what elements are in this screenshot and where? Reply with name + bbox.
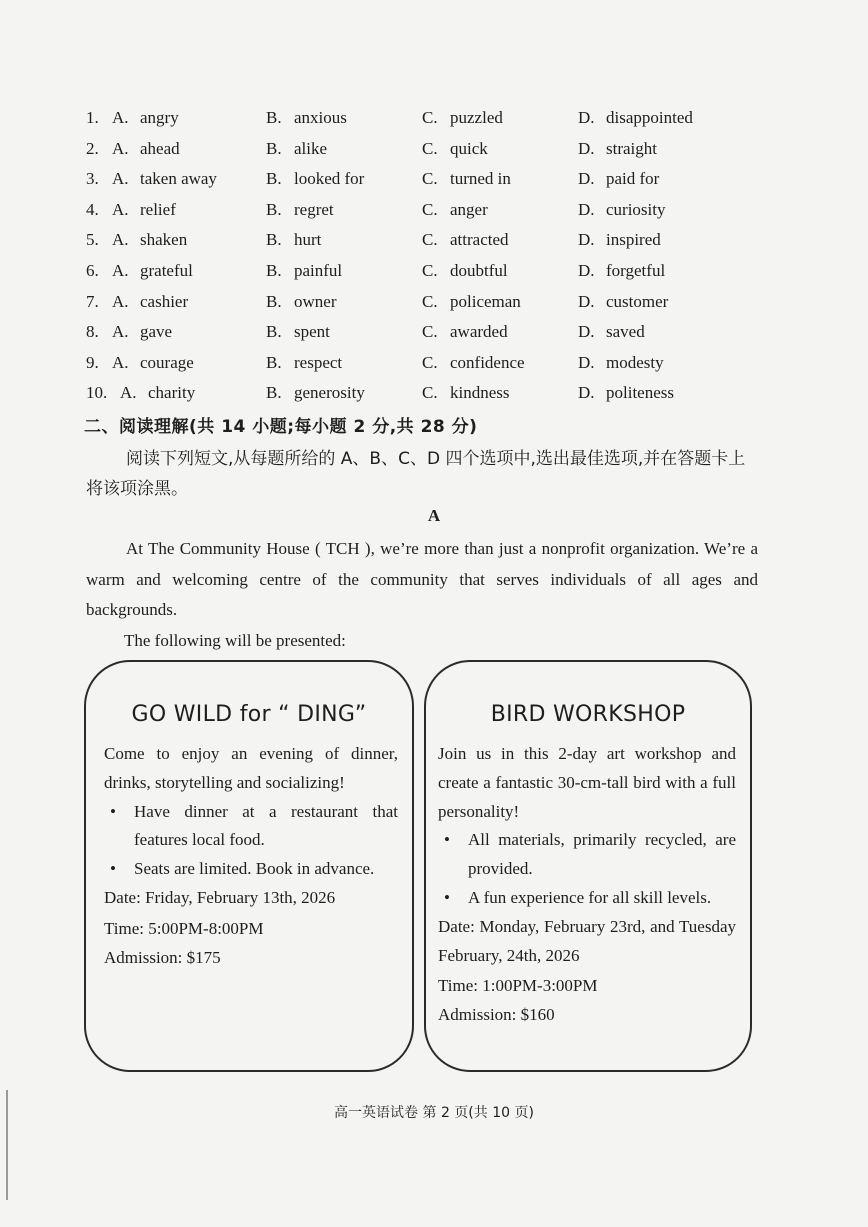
- card-date: Date: Monday, February 23rd, and Tuesday February, 24th, 2026: [438, 916, 736, 965]
- option-b: [266, 348, 342, 378]
- card-intro: Come to enjoy an evening of dinner, drinks, storytelling and socializing!: [104, 744, 398, 792]
- option-text: forgetful: [606, 260, 666, 280]
- option-letter: C.: [422, 322, 438, 342]
- option-letter: C.: [422, 169, 438, 189]
- option-d: [578, 164, 659, 194]
- option-letter: D.: [578, 108, 595, 127]
- option-text: quick: [450, 138, 488, 158]
- option-letter: B.: [266, 138, 282, 158]
- option-b: [266, 225, 321, 255]
- option-letter: C.: [422, 352, 438, 372]
- option-text: hurt: [294, 230, 322, 250]
- option-a: [86, 287, 188, 317]
- option-d: [578, 378, 674, 408]
- card-body: [438, 740, 736, 1030]
- question-number: 9.: [86, 352, 99, 372]
- card-admission: Admission: $175: [104, 947, 221, 967]
- question-row: [86, 287, 746, 318]
- option-b: [266, 317, 330, 347]
- option-letter: C.: [422, 108, 438, 127]
- bullet-icon: •: [444, 830, 450, 850]
- bullet-text: All materials, primarily recycled, are provided.: [468, 830, 736, 879]
- question-number: 5.: [86, 230, 99, 250]
- option-letter: D.: [578, 352, 595, 372]
- option-text: straight: [606, 138, 657, 158]
- option-letter: C.: [422, 138, 438, 158]
- option-text: customer: [606, 291, 669, 311]
- option-d: [578, 287, 668, 317]
- option-d: [578, 348, 664, 378]
- card-time: Time: 5:00PM-8:00PM: [104, 918, 264, 938]
- option-a: [86, 348, 194, 378]
- option-text: attracted: [450, 230, 509, 250]
- bullet-text: Seats are limited. Book in advance.: [134, 859, 375, 879]
- option-letter: D.: [578, 291, 595, 311]
- option-letter: D.: [578, 169, 595, 189]
- section-instruction: 阅读下列短文,从每题所给的 A、B、C、D 四个选项中,选出最佳选项,并在答题卡上将该项涂黑。: [86, 449, 746, 499]
- question-row: [86, 164, 746, 195]
- bullet-icon: •: [444, 887, 450, 907]
- question-options-table: [86, 103, 746, 409]
- option-d: [578, 134, 657, 164]
- card-bullet: [438, 884, 736, 913]
- option-text: policeman: [450, 291, 521, 311]
- option-text: curiosity: [606, 199, 666, 219]
- passage-letter: A: [427, 506, 441, 525]
- card-title: GO WILD for “ DING”: [131, 702, 367, 727]
- option-letter: C.: [422, 383, 438, 403]
- option-a: [86, 164, 217, 194]
- option-a: [86, 378, 195, 408]
- option-c: [422, 348, 525, 378]
- option-letter: A.: [112, 260, 129, 280]
- option-b: [266, 287, 336, 317]
- option-letter: A.: [120, 383, 137, 403]
- option-text: charity: [148, 383, 196, 403]
- bullet-text: Have dinner at a restaurant that features local food.: [134, 801, 398, 850]
- option-text: generosity: [294, 383, 365, 403]
- option-c: [422, 256, 508, 286]
- option-text: disappointed: [606, 108, 693, 127]
- option-text: puzzled: [450, 108, 503, 127]
- option-text: anxious: [294, 108, 347, 127]
- option-letter: D.: [578, 383, 595, 403]
- option-letter: A.: [112, 169, 129, 189]
- question-number: 1.: [86, 108, 99, 127]
- bullet-text: A fun experience for all skill levels.: [468, 887, 712, 907]
- question-number: 10.: [86, 383, 108, 403]
- option-letter: A.: [112, 230, 129, 250]
- option-text: angry: [140, 108, 179, 127]
- card-bullet: [438, 826, 736, 884]
- card-time: Time: 1:00PM-3:00PM: [438, 976, 598, 996]
- option-letter: A.: [112, 322, 129, 342]
- question-row: [86, 348, 746, 379]
- option-text: cashier: [140, 291, 189, 311]
- option-c: [422, 225, 509, 255]
- option-d: [578, 103, 693, 133]
- option-a: [86, 225, 187, 255]
- question-row: [86, 225, 746, 256]
- option-a: [86, 195, 176, 225]
- question-number: 6.: [86, 260, 99, 280]
- option-text: painful: [294, 260, 343, 280]
- option-letter: D.: [578, 138, 595, 158]
- question-row: [86, 317, 746, 348]
- card-bullet: [104, 798, 398, 856]
- option-d: [578, 225, 661, 255]
- option-letter: B.: [266, 352, 282, 372]
- option-c: [422, 103, 503, 133]
- question-number: 3.: [86, 169, 99, 189]
- option-letter: B.: [266, 169, 282, 189]
- option-a: [86, 134, 180, 164]
- option-text: kindness: [450, 383, 510, 403]
- option-letter: B.: [266, 383, 282, 403]
- card-date: Date: Friday, February 13th, 2026: [104, 887, 336, 907]
- section-title: 二、阅读理解(共 14 小题;每小题 2 分,共 28 分): [84, 417, 478, 437]
- option-text: alike: [294, 138, 328, 158]
- option-text: anger: [450, 199, 488, 219]
- question-row: [86, 378, 746, 409]
- option-letter: A.: [112, 199, 129, 219]
- option-text: spent: [294, 322, 330, 342]
- option-text: gave: [140, 322, 173, 342]
- option-c: [422, 287, 521, 317]
- option-a: [86, 317, 172, 347]
- card-intro: Join us in this 2-day art workshop and create a fantastic 30-cm-tall bird with a full personality!: [438, 744, 736, 821]
- option-letter: B.: [266, 199, 282, 219]
- option-c: [422, 317, 508, 347]
- question-row: [86, 103, 746, 134]
- question-number: 7.: [86, 291, 99, 311]
- option-b: [266, 164, 364, 194]
- option-d: [578, 195, 666, 225]
- option-text: grateful: [140, 260, 193, 280]
- passage-follow-line: The following will be presented:: [124, 631, 346, 650]
- question-number: 8.: [86, 322, 99, 342]
- question-number: 4.: [86, 199, 99, 219]
- option-letter: B.: [266, 230, 282, 250]
- option-text: turned in: [450, 169, 511, 189]
- card-title: BIRD WORKSHOP: [490, 702, 686, 727]
- bullet-icon: •: [110, 859, 116, 879]
- option-text: awarded: [450, 322, 508, 342]
- event-card-go-wild: [84, 660, 414, 1072]
- option-text: courage: [140, 352, 194, 372]
- option-a: [86, 103, 179, 133]
- option-text: looked for: [294, 169, 365, 189]
- question-number: 2.: [86, 138, 99, 158]
- option-letter: C.: [422, 260, 438, 280]
- option-c: [422, 164, 511, 194]
- card-body: [104, 740, 398, 972]
- option-c: [422, 378, 510, 408]
- option-d: [578, 317, 645, 347]
- option-letter: B.: [266, 291, 282, 311]
- option-letter: A.: [112, 108, 129, 127]
- option-text: politeness: [606, 383, 674, 403]
- option-c: [422, 134, 488, 164]
- option-text: shaken: [140, 230, 188, 250]
- option-letter: D.: [578, 199, 595, 219]
- option-letter: D.: [578, 322, 595, 342]
- option-text: inspired: [606, 230, 661, 250]
- option-letter: C.: [422, 291, 438, 311]
- option-text: taken away: [140, 169, 217, 189]
- option-letter: C.: [422, 230, 438, 250]
- bullet-icon: •: [110, 801, 116, 821]
- option-b: [266, 195, 334, 225]
- option-c: [422, 195, 488, 225]
- option-letter: D.: [578, 230, 595, 250]
- option-letter: A.: [112, 291, 129, 311]
- option-letter: D.: [578, 260, 595, 280]
- option-a: [86, 256, 193, 286]
- option-b: [266, 378, 365, 408]
- option-letter: B.: [266, 322, 282, 342]
- option-letter: A.: [112, 352, 129, 372]
- card-bullet: [104, 855, 398, 884]
- option-text: confidence: [450, 352, 525, 372]
- question-row: [86, 256, 746, 287]
- option-letter: B.: [266, 260, 282, 280]
- option-text: relief: [140, 199, 176, 219]
- option-b: [266, 103, 347, 133]
- option-text: doubtful: [450, 260, 508, 280]
- option-text: saved: [606, 322, 645, 342]
- option-text: paid for: [606, 169, 660, 189]
- option-text: modesty: [606, 352, 664, 372]
- option-letter: A.: [112, 138, 129, 158]
- option-text: regret: [294, 199, 334, 219]
- option-b: [266, 134, 327, 164]
- question-row: [86, 134, 746, 165]
- option-d: [578, 256, 665, 286]
- option-letter: C.: [422, 199, 438, 219]
- question-row: [86, 195, 746, 226]
- event-card-bird-workshop: [424, 660, 752, 1072]
- option-letter: B.: [266, 108, 282, 127]
- option-text: owner: [294, 291, 337, 311]
- option-text: respect: [294, 352, 343, 372]
- page-footer: 高一英语试卷 第 2 页(共 10 页): [334, 1105, 534, 1121]
- option-text: ahead: [140, 138, 180, 158]
- option-b: [266, 256, 342, 286]
- passage-intro: At The Community House ( TCH ), we’re more than just a nonprofit organization. We’re a warm and welcoming centre of the community that serves individuals of all ages and backgrounds.: [86, 539, 758, 619]
- card-admission: Admission: $160: [438, 1005, 555, 1025]
